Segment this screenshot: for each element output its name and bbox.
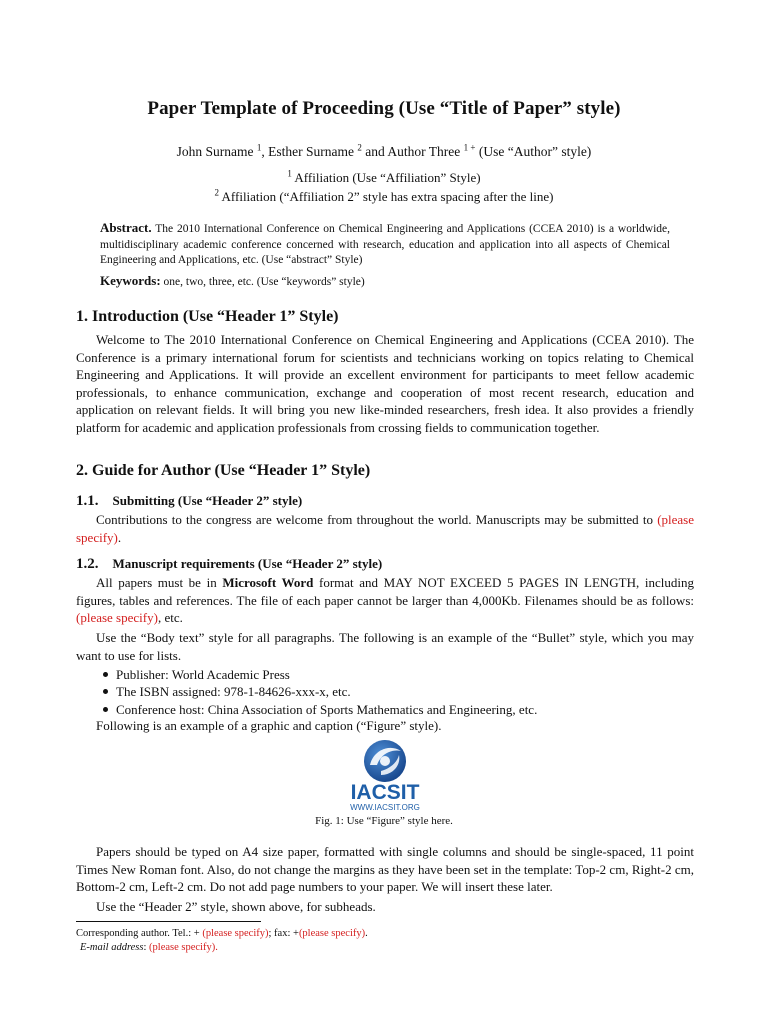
logo-url: WWW.IACSIT.ORG xyxy=(350,803,420,812)
affiliation-sup: 2 xyxy=(214,187,219,198)
submitting-paragraph xyxy=(76,511,694,546)
formatting-paragraph: Papers should be typed on A4 size paper, formatted with single columns and should be single-spaced, 11 point Times New Roman font. Also, do not change the margins as they have been set in the template: Top-2 cm, Right-2 cm, Bottom-2 cm, Left-2 cm. Do not add page numbers to your paper. We will insert these later. xyxy=(76,844,694,894)
bullet-item-isbn: The ISBN assigned: 978-1-84626-xxx-x, etc. xyxy=(100,683,537,700)
please-specify-placeholder: (please specify) xyxy=(76,512,694,545)
paper-title: Paper Template of Proceeding (Use “Title of Paper” style) xyxy=(147,98,621,119)
manuscript-text: , etc. xyxy=(157,610,183,625)
author-1-sup: 1 xyxy=(256,142,262,153)
bullet-item-host: Conference host: China Association of Sports Mathematics and Engineering, etc. xyxy=(100,701,537,718)
author-2-sup: 2 xyxy=(357,142,362,153)
manuscript-paragraph xyxy=(76,574,694,627)
figure-caption: Fig. 1: Use “Figure” style here. xyxy=(315,815,453,827)
keywords xyxy=(100,273,365,289)
footnote-divider xyxy=(76,921,261,922)
subheading-number: 1.2. xyxy=(76,556,99,572)
section-heading-guide: 2. Guide for Author (Use “Header 1” Style) xyxy=(76,462,371,479)
microsoft-word-bold: Microsoft Word xyxy=(222,575,314,590)
bullet-list xyxy=(100,666,537,718)
affiliation-text: Affiliation (“Affiliation 2” style has extra spacing after the line) xyxy=(218,189,554,204)
footnote-text: Corresponding author. Tel.: + xyxy=(76,928,203,939)
affiliation-1 xyxy=(0,170,768,186)
footnote-email xyxy=(80,942,218,953)
bullet-item-publisher: Publisher: World Academic Press xyxy=(100,666,537,683)
abstract-text: The 2010 International Conference on Chemical Engineering and Applications (CCEA 2010) is a worldwide, multidisciplinary academic conference concerned with research, education and application into all aspects of Chemical Engineering and Applications, etc. (Use “abstract” Style) xyxy=(100,223,670,266)
author-sep: , xyxy=(261,144,269,159)
footnote-text: : xyxy=(143,942,150,953)
author-1: John Surname xyxy=(176,144,254,159)
manuscript-text: format and MAY NOT EXCEED 5 PAGES IN LENGTH, including figures, tables and references. The file of each paper cannot be larger than 4,000Kb. Filenames should be as follows: xyxy=(76,575,694,608)
footnote-corresponding xyxy=(76,928,368,939)
keywords-text: one, two, three, etc. (Use “keywords” style) xyxy=(160,276,365,288)
please-specify-placeholder: (please specify) xyxy=(202,928,269,939)
introduction-paragraph: Welcome to The 2010 International Conference on Chemical Engineering and Applications (CCEA 2010). The Conference is a primary international forum for scientists and technicians working on topics relating to Chemical Engineering and Applications. It will provide an excellent environment for participants to meet fellow academic professionals, to enhance communication, exchange and cooperation of most recent research, education and application on relevant fields. It will bring you new like-minded researchers, fresh idea. It also provides a friendly platform for academic and application professionals from crossing fields to communication together. xyxy=(76,332,694,435)
abstract-label: Abstract. xyxy=(100,220,152,235)
period: . xyxy=(117,529,122,545)
email-label: E-mail address xyxy=(80,942,144,953)
affiliation-text: Affiliation (Use “Affiliation” Style) xyxy=(291,170,481,185)
bodytext-description xyxy=(76,629,694,664)
affiliation-2 xyxy=(0,189,768,205)
author-3: Author Three xyxy=(387,144,461,159)
iacsit-logo-graphic xyxy=(337,737,433,815)
affiliation-sup: 1 xyxy=(287,168,292,179)
iacsit-logo xyxy=(337,737,433,815)
please-specify-placeholder: (please specify) xyxy=(298,928,366,939)
abstract xyxy=(100,220,670,269)
subheading-submitting xyxy=(76,493,302,510)
submitting-body xyxy=(76,511,694,546)
bodytext-paragraph: Use the “Body text” style for all paragraphs. The following is an example of the “Bullet” style, which you may want to use for lists. xyxy=(76,630,694,663)
introduction-body xyxy=(76,331,694,436)
author-sep: and xyxy=(361,144,388,159)
manuscript-body xyxy=(76,574,694,627)
author-style-note: (Use “Author” style) xyxy=(475,144,592,159)
footnote-text: ; fax: + xyxy=(268,928,299,939)
subheading-text: Manuscript requirements (Use “Header 2” style) xyxy=(112,556,383,571)
section-heading-introduction: 1. Introduction (Use “Header 1” Style) xyxy=(76,308,339,325)
header2-note: Use the “Header 2” style, shown above, for subheads. xyxy=(96,899,376,914)
author-line xyxy=(0,144,768,160)
submitting-text: Contributions to the congress are welcome from throughout the world. Manuscripts may be submitted to xyxy=(96,512,658,527)
keywords-label: Keywords: xyxy=(100,273,161,288)
manuscript-text: All papers must be in xyxy=(96,575,223,590)
formatting-body xyxy=(76,843,694,896)
figure-intro-text: Following is an example of a graphic and caption (“Figure” style). xyxy=(96,718,442,733)
subheading-number: 1.1. xyxy=(76,493,99,509)
author-3-sup: 1 + xyxy=(463,142,476,153)
period: . xyxy=(215,942,218,953)
period: . xyxy=(365,928,368,939)
logo-wordmark: IACSIT xyxy=(350,781,420,804)
subheading-text: Submitting (Use “Header 2” style) xyxy=(112,493,303,508)
please-specify-placeholder: (please specify) xyxy=(149,942,216,953)
please-specify-placeholder: (please specify) xyxy=(76,610,158,625)
author-2: Esther Surname xyxy=(268,144,355,159)
subheading-manuscript xyxy=(76,556,382,573)
